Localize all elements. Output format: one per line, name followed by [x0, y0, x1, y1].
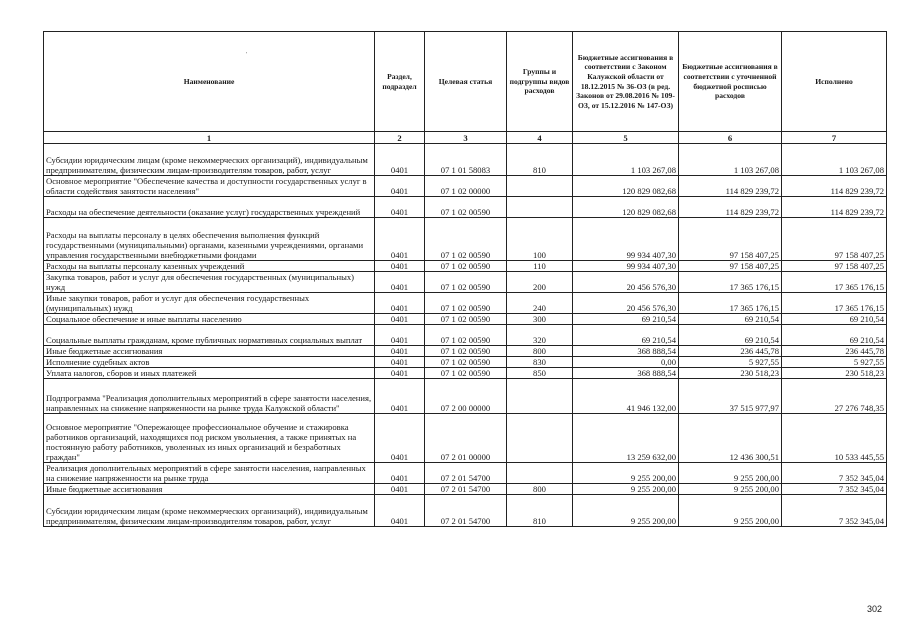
table-row — [44, 197, 887, 218]
table-row — [44, 314, 887, 325]
cell-name: Подпрограмма "Реализация дополнительных мероприятий в сфере занятости населения, направленных на снижение напряженности на рынке труда Калужской области" — [44, 379, 375, 414]
cell-v1: 20 456 576,30 — [573, 293, 679, 314]
cell-section: 0401 — [375, 325, 425, 346]
cell-v3: 230 518,23 — [782, 368, 887, 379]
table-row — [44, 272, 887, 293]
cell-name: Иные бюджетные ассигнования — [44, 484, 375, 495]
header-target: Целевая статья — [425, 32, 507, 132]
cell-section: 0401 — [375, 218, 425, 261]
cell-name: Субсидии юридическим лицам (кроме некоммерческих организаций), индивидуальным предпринимателям, физическим лицам-производителям товаров, работ, услуг — [44, 144, 375, 176]
cell-target: 07 1 02 00590 — [425, 293, 507, 314]
cell-v1: 69 210,54 — [573, 325, 679, 346]
scan-mark: ' — [246, 52, 248, 58]
cell-group — [507, 379, 573, 414]
cell-v2: 97 158 407,25 — [679, 261, 782, 272]
cell-v1: 20 456 576,30 — [573, 272, 679, 293]
cell-v3: 10 533 445,55 — [782, 414, 887, 463]
column-number: 2 — [375, 132, 425, 144]
cell-v3: 5 927,55 — [782, 357, 887, 368]
column-number: 3 — [425, 132, 507, 144]
cell-v2: 17 365 176,15 — [679, 272, 782, 293]
cell-group — [507, 197, 573, 218]
cell-group: 240 — [507, 293, 573, 314]
cell-section: 0401 — [375, 272, 425, 293]
cell-target: 07 1 02 00590 — [425, 272, 507, 293]
cell-v3: 114 829 239,72 — [782, 176, 887, 197]
cell-v3: 236 445,78 — [782, 346, 887, 357]
cell-v2: 37 515 977,97 — [679, 379, 782, 414]
table-body — [44, 132, 887, 527]
cell-v3: 69 210,54 — [782, 314, 887, 325]
header-budget-refined: Бюджетные ассигнования в соответствии с уточненной бюджетной росписью расходов — [679, 32, 782, 132]
cell-v3: 97 158 407,25 — [782, 218, 887, 261]
cell-section: 0401 — [375, 484, 425, 495]
column-number: 7 — [782, 132, 887, 144]
cell-group: 300 — [507, 314, 573, 325]
cell-v1: 9 255 200,00 — [573, 495, 679, 527]
cell-section: 0401 — [375, 414, 425, 463]
cell-target: 07 1 02 00590 — [425, 197, 507, 218]
cell-section: 0401 — [375, 463, 425, 484]
cell-v2: 1 103 267,08 — [679, 144, 782, 176]
cell-name: Расходы на обеспечение деятельности (оказание услуг) государственных учреждений — [44, 197, 375, 218]
table-row — [44, 144, 887, 176]
page-number: 302 — [867, 604, 883, 614]
cell-v1: 1 103 267,08 — [573, 144, 679, 176]
cell-group: 200 — [507, 272, 573, 293]
cell-target: 07 2 01 54700 — [425, 495, 507, 527]
table-row — [44, 218, 887, 261]
cell-v2: 236 445,78 — [679, 346, 782, 357]
cell-name: Уплата налогов, сборов и иных платежей — [44, 368, 375, 379]
header-section: Раздел, подраздел — [375, 32, 425, 132]
cell-section: 0401 — [375, 176, 425, 197]
cell-name: Иные бюджетные ассигнования — [44, 346, 375, 357]
cell-target: 07 1 02 00590 — [425, 218, 507, 261]
cell-group — [507, 463, 573, 484]
cell-v3: 69 210,54 — [782, 325, 887, 346]
cell-v2: 69 210,54 — [679, 325, 782, 346]
table-row — [44, 495, 887, 527]
cell-target: 07 2 01 54700 — [425, 463, 507, 484]
cell-v1: 120 829 082,68 — [573, 197, 679, 218]
budget-table — [43, 31, 887, 527]
cell-section: 0401 — [375, 144, 425, 176]
cell-v1: 13 259 632,00 — [573, 414, 679, 463]
cell-target: 07 1 01 58083 — [425, 144, 507, 176]
cell-section: 0401 — [375, 357, 425, 368]
cell-v3: 7 352 345,04 — [782, 495, 887, 527]
cell-group — [507, 176, 573, 197]
cell-v3: 7 352 345,04 — [782, 484, 887, 495]
cell-v2: 230 518,23 — [679, 368, 782, 379]
cell-v3: 7 352 345,04 — [782, 463, 887, 484]
cell-v2: 69 210,54 — [679, 314, 782, 325]
cell-section: 0401 — [375, 368, 425, 379]
cell-v2: 9 255 200,00 — [679, 484, 782, 495]
cell-v1: 9 255 200,00 — [573, 484, 679, 495]
cell-name: Основное мероприятие "Обеспечение качества и доступности государственных услуг в области содействия занятости населения" — [44, 176, 375, 197]
cell-v2: 5 927,55 — [679, 357, 782, 368]
cell-v2: 9 255 200,00 — [679, 495, 782, 527]
cell-target: 07 1 02 00590 — [425, 314, 507, 325]
table-row — [44, 346, 887, 357]
cell-v3: 114 829 239,72 — [782, 197, 887, 218]
table-row — [44, 484, 887, 495]
cell-v3: 17 365 176,15 — [782, 293, 887, 314]
cell-v1: 368 888,54 — [573, 368, 679, 379]
cell-v2: 17 365 176,15 — [679, 293, 782, 314]
cell-v2: 114 829 239,72 — [679, 176, 782, 197]
cell-name: Расходы на выплаты персоналу казенных учреждений — [44, 261, 375, 272]
cell-section: 0401 — [375, 197, 425, 218]
cell-v2: 97 158 407,25 — [679, 218, 782, 261]
cell-v1: 368 888,54 — [573, 346, 679, 357]
cell-target: 07 2 01 00000 — [425, 414, 507, 463]
cell-v1: 99 934 407,30 — [573, 261, 679, 272]
cell-section: 0401 — [375, 495, 425, 527]
cell-target: 07 1 02 00590 — [425, 357, 507, 368]
column-number-row — [44, 132, 887, 144]
table-row — [44, 357, 887, 368]
table-row — [44, 368, 887, 379]
cell-name: Иные закупки товаров, работ и услуг для обеспечения государственных (муниципальных) нужд — [44, 293, 375, 314]
cell-target: 07 1 02 00590 — [425, 325, 507, 346]
cell-v3: 97 158 407,25 — [782, 261, 887, 272]
column-number: 4 — [507, 132, 573, 144]
cell-name: Социальное обеспечение и иные выплаты населению — [44, 314, 375, 325]
cell-target: 07 1 02 00590 — [425, 261, 507, 272]
cell-target: 07 2 00 00000 — [425, 379, 507, 414]
cell-section: 0401 — [375, 379, 425, 414]
cell-group: 810 — [507, 144, 573, 176]
cell-name: Исполнение судебных актов — [44, 357, 375, 368]
table-row — [44, 414, 887, 463]
cell-section: 0401 — [375, 293, 425, 314]
cell-group: 850 — [507, 368, 573, 379]
cell-name: Субсидии юридическим лицам (кроме некоммерческих организаций), индивидуальным предпринимателям, физическим лицам-производителям товаров, работ, услуг — [44, 495, 375, 527]
cell-target: 07 1 02 00000 — [425, 176, 507, 197]
header-name: Наименование — [44, 32, 375, 132]
cell-target: 07 2 01 54700 — [425, 484, 507, 495]
cell-name: Расходы на выплаты персоналу в целях обеспечения выполнения функций государственными (муниципальными) органами, казенными учреждениями, органами управления государственными внебюджетными фондами — [44, 218, 375, 261]
table-row — [44, 176, 887, 197]
cell-group — [507, 414, 573, 463]
cell-group: 810 — [507, 495, 573, 527]
cell-v1: 120 829 082,68 — [573, 176, 679, 197]
cell-section: 0401 — [375, 346, 425, 357]
column-number: 1 — [44, 132, 375, 144]
column-number: 5 — [573, 132, 679, 144]
cell-section: 0401 — [375, 314, 425, 325]
cell-target: 07 1 02 00590 — [425, 346, 507, 357]
table-row — [44, 325, 887, 346]
table-row — [44, 379, 887, 414]
cell-v2: 12 436 300,51 — [679, 414, 782, 463]
cell-group: 110 — [507, 261, 573, 272]
header-group: Группы и подгруппы видов расходов — [507, 32, 573, 132]
cell-section: 0401 — [375, 261, 425, 272]
cell-name: Закупка товаров, работ и услуг для обеспечения государственных (муниципальных) нужд — [44, 272, 375, 293]
header-budget-law: Бюджетные ассигнования в соответствии с Законом Калужской области от 18.12.2015 № 36-ОЗ (в ред. Законов от 29.08.2016 № 109-ОЗ, от 15.12.2016 № 147-ОЗ) — [573, 32, 679, 132]
cell-name: Основное мероприятие "Опережающее профессиональное обучение и стажировка работников организаций, находящихся под риском увольнения, а также принятых на постоянную работу работников, уволенных из иных организаций и безработных граждан" — [44, 414, 375, 463]
cell-v1: 69 210,54 — [573, 314, 679, 325]
cell-v2: 114 829 239,72 — [679, 197, 782, 218]
cell-v3: 27 276 748,35 — [782, 379, 887, 414]
cell-v1: 0,00 — [573, 357, 679, 368]
cell-group: 320 — [507, 325, 573, 346]
table-row — [44, 463, 887, 484]
cell-name: Реализация дополнительных мероприятий в сфере занятости населения, направленных на снижение напряженности на рынке труда — [44, 463, 375, 484]
cell-group: 100 — [507, 218, 573, 261]
cell-group: 800 — [507, 484, 573, 495]
column-number: 6 — [679, 132, 782, 144]
cell-name: Социальные выплаты гражданам, кроме публичных нормативных социальных выплат — [44, 325, 375, 346]
cell-target: 07 1 02 00590 — [425, 368, 507, 379]
cell-v1: 41 946 132,00 — [573, 379, 679, 414]
table-row — [44, 261, 887, 272]
cell-v2: 9 255 200,00 — [679, 463, 782, 484]
header-executed: Исполнено — [782, 32, 887, 132]
cell-v1: 9 255 200,00 — [573, 463, 679, 484]
table-row — [44, 293, 887, 314]
cell-group: 830 — [507, 357, 573, 368]
cell-v1: 99 934 407,30 — [573, 218, 679, 261]
cell-v3: 1 103 267,08 — [782, 144, 887, 176]
cell-group: 800 — [507, 346, 573, 357]
cell-v3: 17 365 176,15 — [782, 272, 887, 293]
